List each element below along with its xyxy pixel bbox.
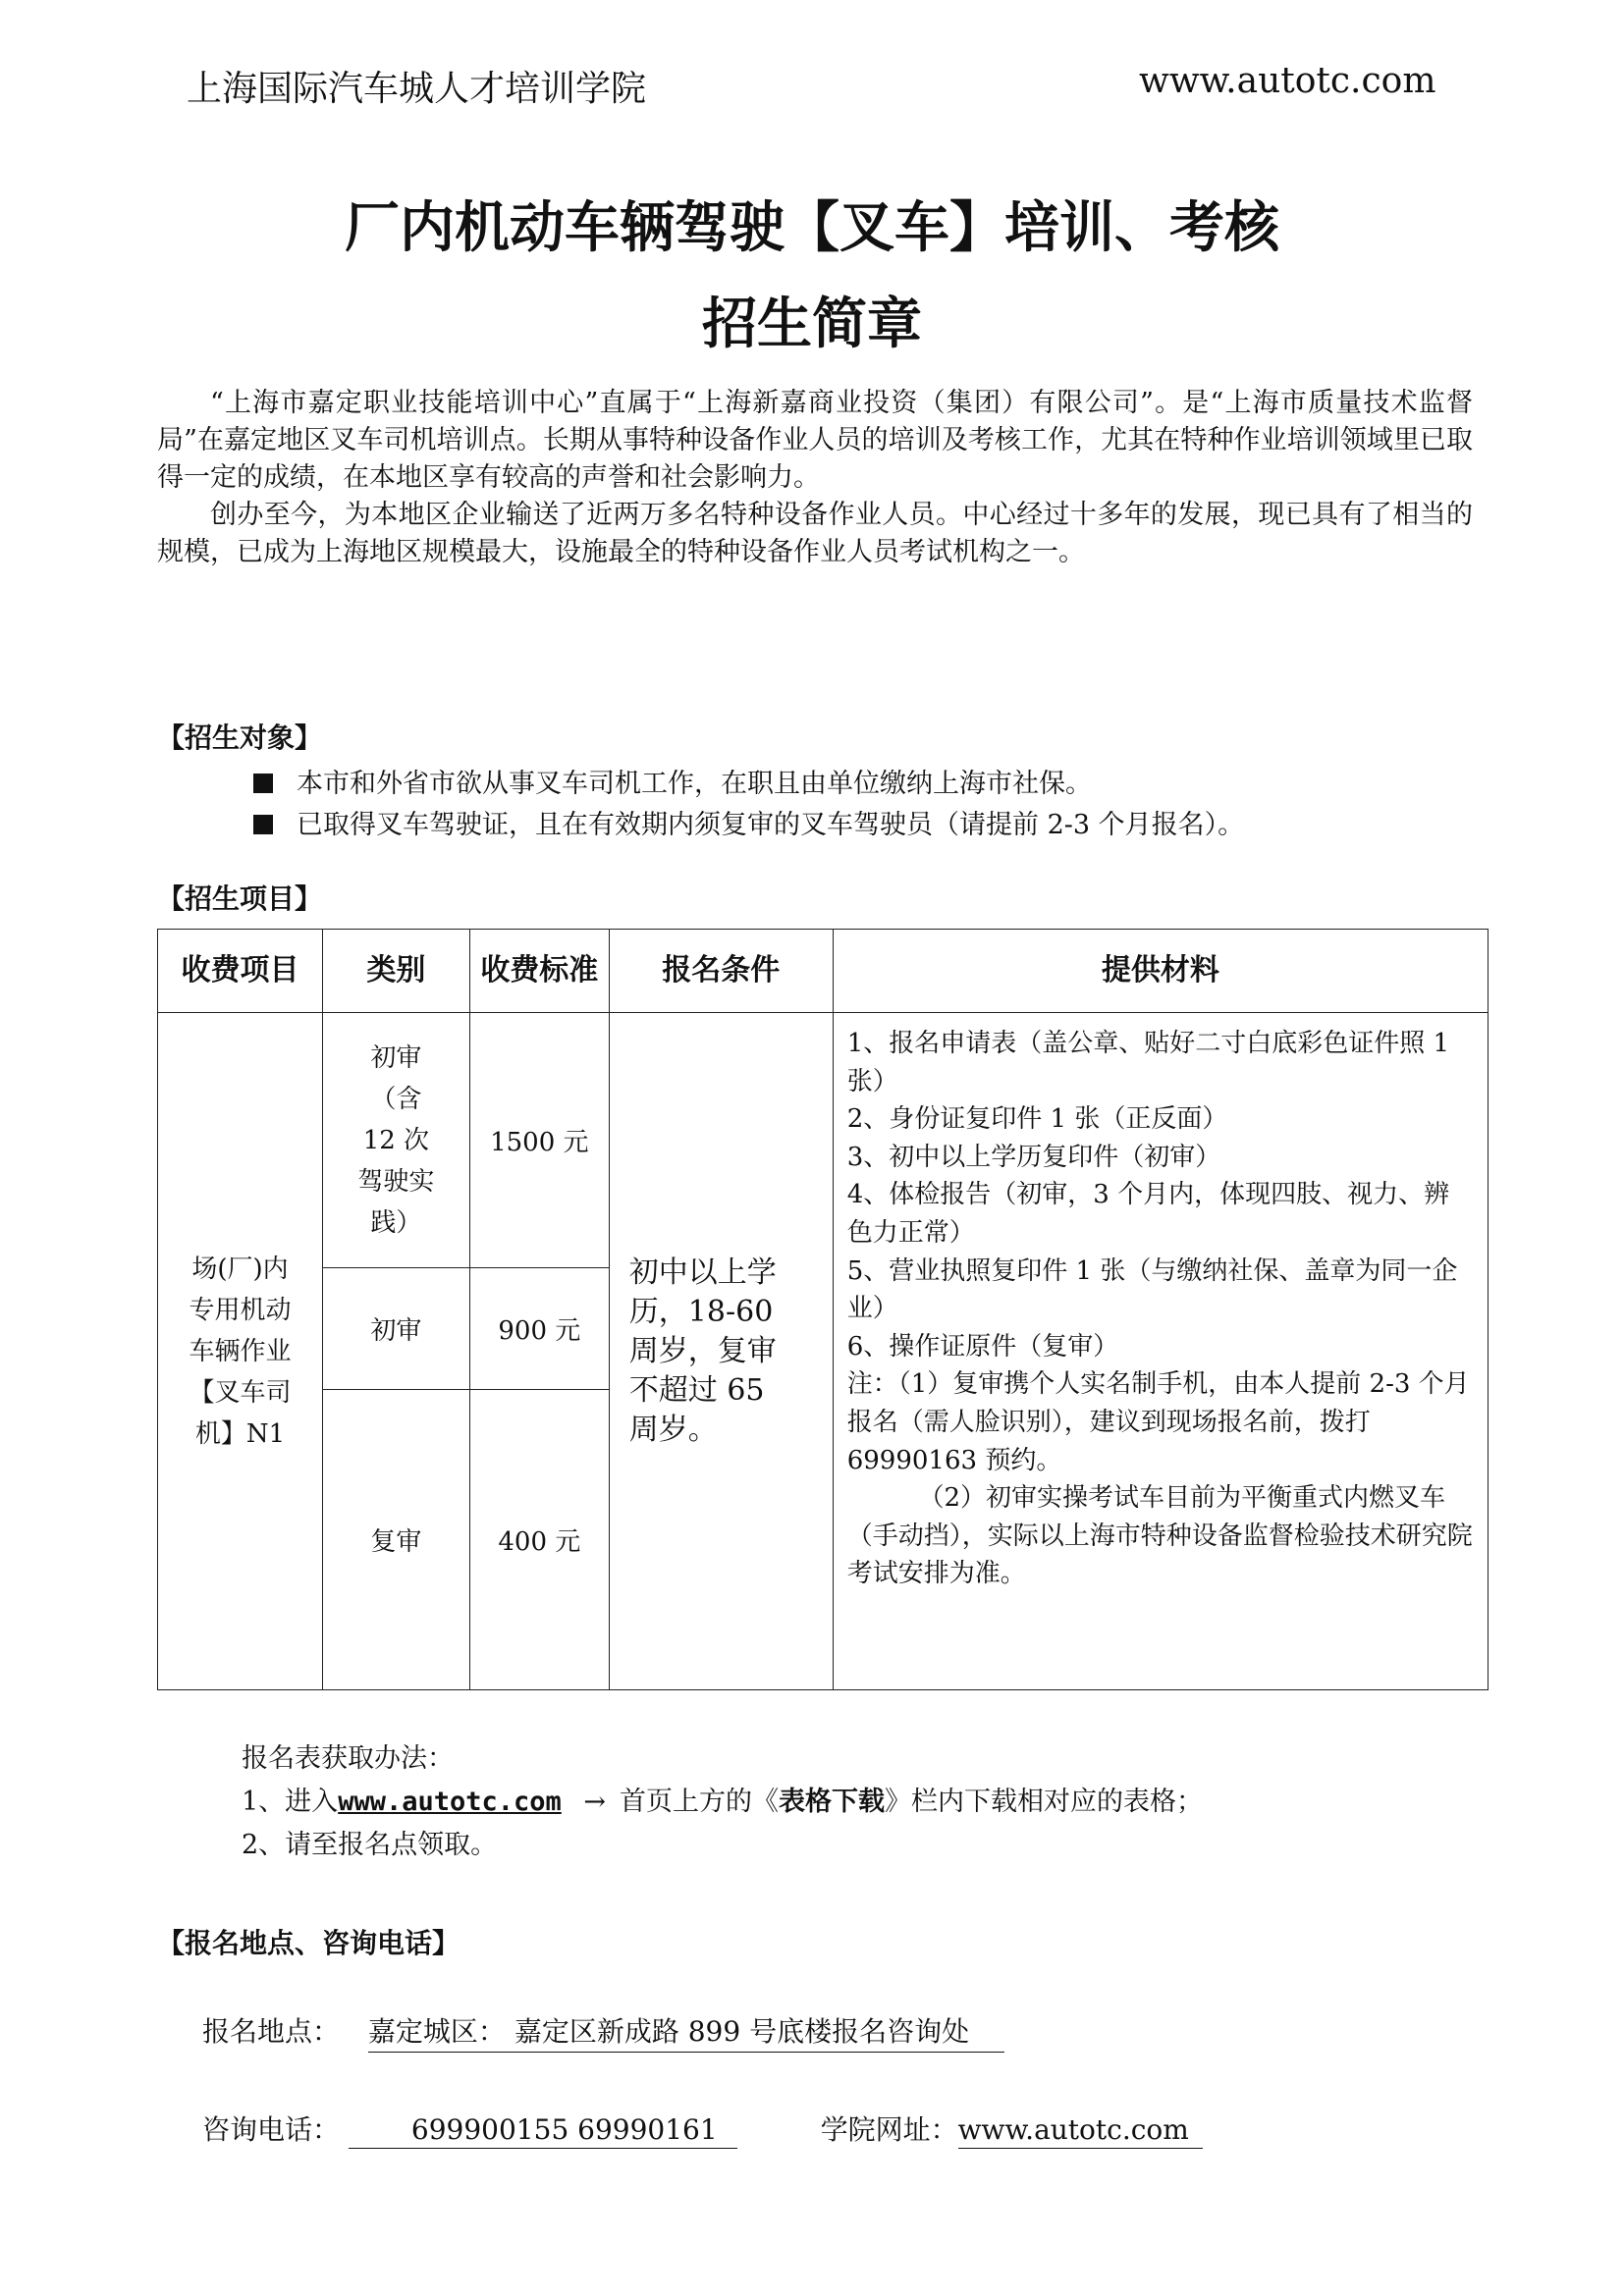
column-header-item: 收费项目 <box>158 930 323 1013</box>
website-label: 学院网址： <box>820 2113 958 2146</box>
target-item-1 <box>253 762 1092 800</box>
intro-paragraph-2: 创办至今，为本地区企业输送了近两万多名特种设备作业人员。中心经过十多年的发展，现已具有了相当的规模，已成为上海地区规模最大，设施最全的特种设备作业人员考试机构之一。 <box>157 500 1473 567</box>
page-title: 厂内机动车辆驾驶【叉车】培训、考核 <box>345 196 1279 260</box>
material-item: 2、身份证复印件 1 张（正反面） <box>846 1104 1228 1135</box>
type-cell: 复审 <box>322 1390 469 1690</box>
material-item: 3、初中以上学历复印件（初审） <box>846 1142 1221 1172</box>
address-line <box>202 2010 1004 2053</box>
material-note-2: （2）初审实操考试车目前为平衡重式内燃叉车（手动挡），实际以上海市特种设备监督检验技术研究院考试安排为准。 <box>846 1483 1473 1589</box>
material-item: 6、操作证原件（复审） <box>846 1331 1119 1362</box>
table-header-row <box>158 930 1489 1013</box>
type-cell: 初审（含 12 次驾驶实践） <box>322 1013 469 1268</box>
phone-value: 699900155 69990161 <box>349 2113 737 2149</box>
contact-heading: 【报名地点、咨询电话】 <box>157 1927 460 1959</box>
target-item-2 <box>253 803 1244 841</box>
form-step-1: 1、进入www.autotc.com → 首页上方的《表格下载》栏内下载相对应的表格； <box>242 1787 1203 1817</box>
fee-table <box>157 929 1489 1690</box>
type-cell: 初审 <box>322 1268 469 1390</box>
fee-cell: 1500 元 <box>469 1013 609 1268</box>
material-item: 5、营业执照复印件 1 张（与缴纳社保、盖章为同一企业） <box>846 1255 1458 1324</box>
column-header-fee: 收费标准 <box>469 930 609 1013</box>
website-link[interactable]: www.autotc.com <box>958 2113 1203 2149</box>
header-org: 上海国际汽车城人才培训学院 <box>187 69 647 109</box>
column-header-type: 类别 <box>322 930 469 1013</box>
form-title: 报名表获取办法： <box>242 1743 454 1774</box>
table-row <box>158 1013 1489 1268</box>
address-label: 报名地点： <box>202 2015 341 2048</box>
project-item-cell: 场(厂)内专用机动车辆作业【叉车司机】N1 <box>158 1013 323 1690</box>
bullet-square-icon <box>253 815 273 834</box>
page-subtitle: 招生简章 <box>702 293 922 356</box>
phone-line <box>202 2109 1203 2149</box>
material-note-1: 注：（1）复审携个人实名制手机，由本人提前 2-3 个月报名（需人脸识别），建议到现场报名前，拨打 69990163 预约。 <box>846 1369 1470 1475</box>
form-instructions <box>242 1737 1203 1867</box>
materials-cell <box>833 1013 1488 1690</box>
table-download-label: 表格下载 <box>778 1787 885 1817</box>
intro <box>157 385 1473 571</box>
arrow-right-icon: → <box>583 1787 606 1817</box>
column-header-condition: 报名条件 <box>609 930 833 1013</box>
download-link[interactable]: www.autotc.com <box>338 1787 562 1817</box>
target-item-2-text: 已取得叉车驾驶证，且在有效期内须复审的叉车驾驶员（请提前 2-3 个月报名）。 <box>297 810 1245 840</box>
targets-heading: 【招生对象】 <box>157 721 323 754</box>
material-item: 4、体检报告（初审，3 个月内，体现四肢、视力、辨色力正常） <box>846 1180 1450 1248</box>
bullet-square-icon <box>253 774 273 793</box>
form-step-2: 2、请至报名点领取。 <box>242 1830 498 1860</box>
column-header-materials: 提供材料 <box>833 930 1488 1013</box>
phone-label: 咨询电话： <box>202 2113 341 2146</box>
material-item: 1、报名申请表（盖公章、贴好二寸白底彩色证件照 1 张） <box>846 1029 1450 1096</box>
projects-heading: 【招生项目】 <box>157 882 323 915</box>
fee-cell: 400 元 <box>469 1390 609 1690</box>
fee-cell: 900 元 <box>469 1268 609 1390</box>
target-item-1-text: 本市和外省市欲从事叉车司机工作，在职且由单位缴纳上海市社保。 <box>297 769 1092 799</box>
header-site: www.autotc.com <box>1139 61 1436 101</box>
address-value: 嘉定城区： 嘉定区新成路 899 号底楼报名咨询处 <box>368 2010 1004 2053</box>
intro-paragraph-1: “上海市嘉定职业技能培训中心”直属于“上海新嘉商业投资（集团）有限公司”。是“上海市质量技术监督局”在嘉定地区叉车司机培训点。长期从事特种设备作业人员的培训及考核工作，尤其在特种作业培训领域里已取得一定的成绩，在本地区享有较高的声誉和社会影响力。 <box>157 388 1473 493</box>
condition-cell: 初中以上学历，18-60 周岁，复审不超过 65 周岁。 <box>609 1013 833 1690</box>
